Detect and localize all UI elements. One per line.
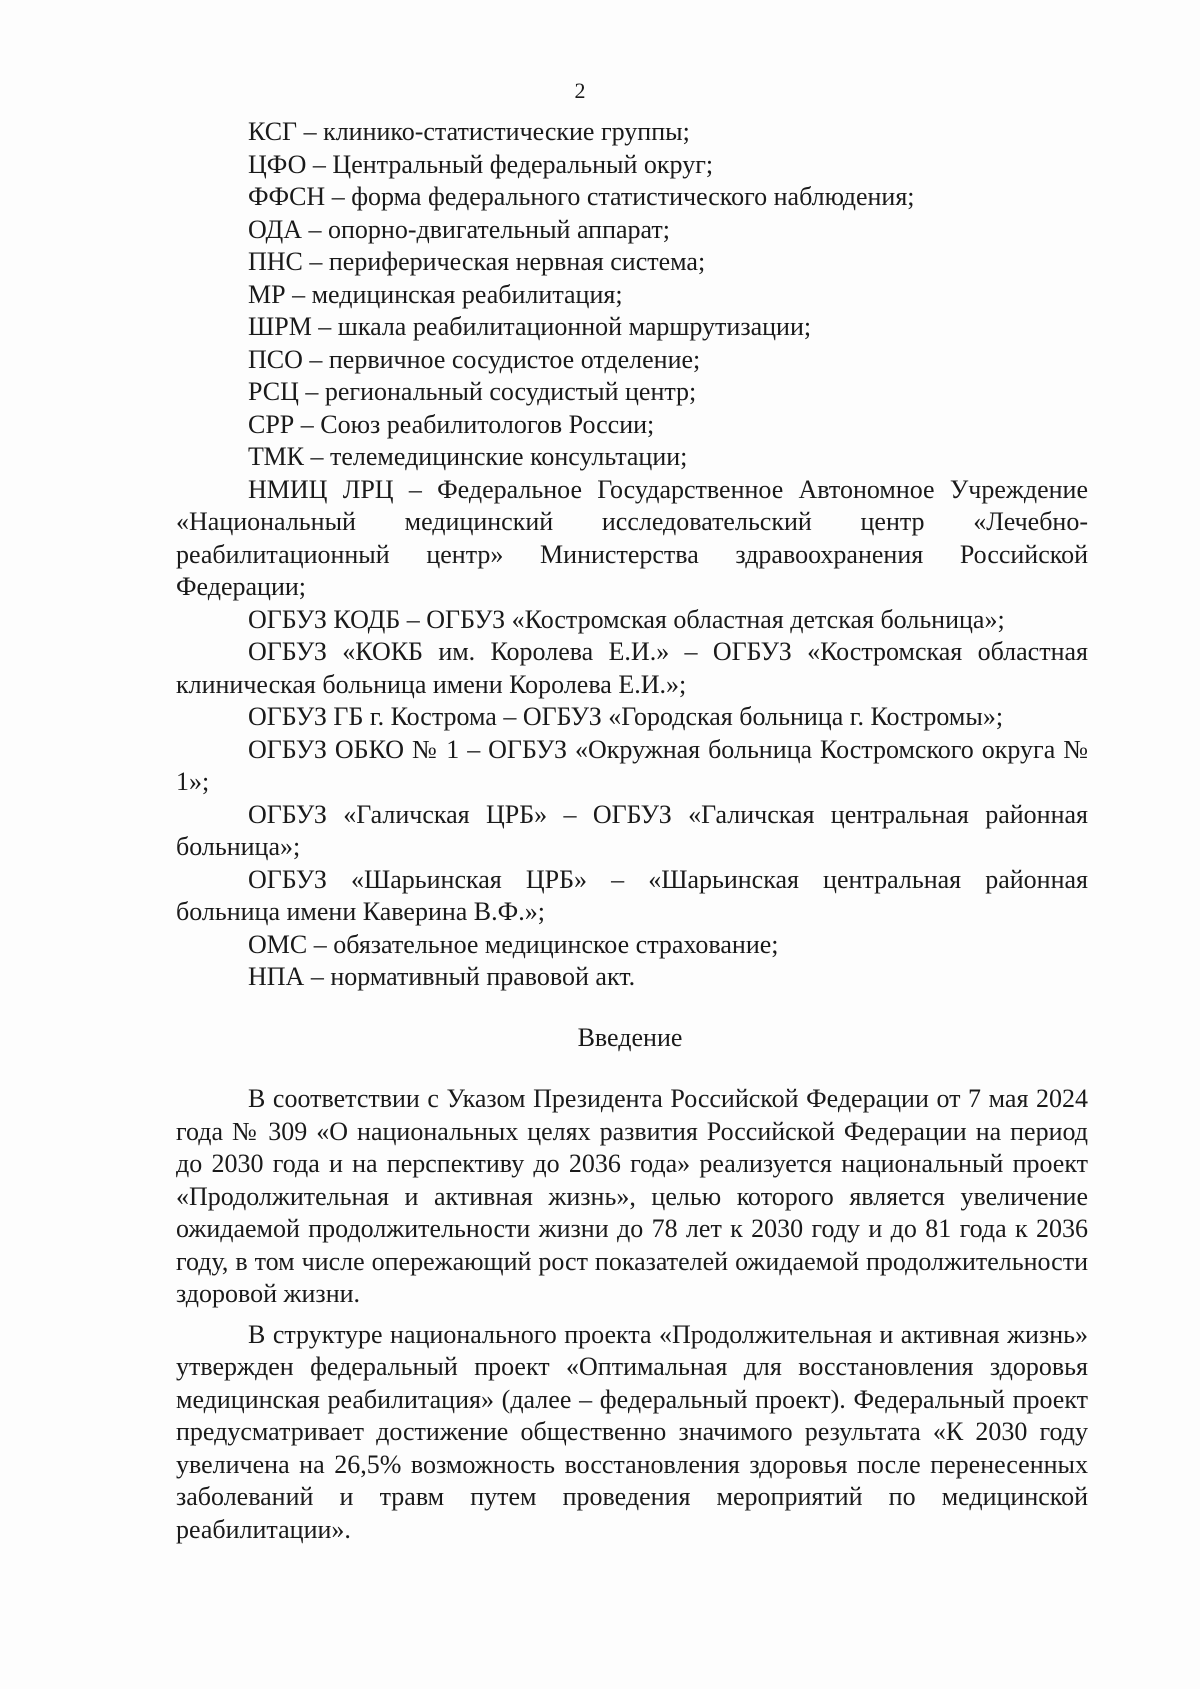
page-number: 2	[574, 78, 586, 103]
abbreviation-item: ФФСН – форма федерального статистического наблюдения;	[248, 182, 915, 211]
abbreviation-item: ОДА – опорно-двигательный аппарат;	[248, 214, 670, 244]
abbreviation-item: ПНС – периферическая нервная система;	[248, 247, 706, 276]
intro-paragraph: В структуре национального проекта «Продолжительная и активная жизнь» утвержден федеральный проект «Оптимальная для восстановления здоровья медицинская реабилитация» (далее – федеральный проект). Федеральный проект предусматривает достижение общественно значимого результата «К 2030 году увеличена на 26,5% возможность восстановления здоровья после перенесенных заболеваний и травм путем проведения мероприятий по медицинской реабилитации».	[176, 1319, 1088, 1544]
abbreviation-item: ОГБУЗ «Шарьинская ЦРБ» – «Шарьинская центральная районная больница имени Каверина В.Ф.»;	[176, 864, 1088, 926]
abbreviation-item: ПСО – первичное сосудистое отделение;	[248, 344, 701, 374]
intro-paragraph: В соответствии с Указом Президента Российской Федерации от 7 мая 2024 года № 309 «О национальных целях развития Российской Федерации на период до 2030 года и на перспективу до 2036 года» реализуется национальный проект «Продолжительная и активная жизнь», целью которого является увеличение ожидаемой продолжительности жизни до 78 лет к 2030 году и до 81 года к 2036 году, в том числе опережающий рост показателей ожидаемой продолжительности здоровой жизни.	[176, 1084, 1088, 1308]
abbreviation-item: ОГБУЗ «Галичская ЦРБ» – ОГБУЗ «Галичская центральная районная больница»;	[176, 799, 1088, 861]
abbreviation-item: ОГБУЗ «КОКБ им. Королева Е.И.» – ОГБУЗ «Костромская областная клиническая больница имени Королева Е.И.»;	[176, 637, 1088, 699]
intro-section	[176, 1083, 1088, 1554]
abbreviation-item: ОГБУЗ КОДБ – ОГБУЗ «Костромская областная детская больница»;	[248, 604, 1005, 634]
abbreviation-item: ОГБУЗ ГБ г. Кострома – ОГБУЗ «Городская больница г. Костромы»;	[248, 702, 1004, 731]
abbreviation-item: ЦФО – Центральный федеральный округ;	[248, 149, 714, 179]
abbreviation-item: ОМС – обязательное медицинское страхование;	[248, 929, 779, 959]
abbreviation-item: МР – медицинская реабилитация;	[248, 279, 623, 309]
abbreviation-item: ОГБУЗ ОБКО № 1 – ОГБУЗ «Окружная больница Костромского округа № 1»;	[176, 734, 1088, 796]
abbreviation-item: ШРМ – шкала реабилитационной маршрутизации;	[248, 312, 812, 341]
abbreviation-item: ТМК – телемедицинские консультации;	[248, 442, 688, 471]
abbreviation-item: НМИЦ ЛРЦ – Федеральное Государственное Автономное Учреждение «Национальный медицинский исследовательский центр «Лечебно-реабилитационный центр» Министерства здравоохранения Российской Федерации;	[176, 474, 1088, 601]
abbreviation-item: РСЦ – региональный сосудистый центр;	[248, 377, 697, 406]
section-title: Введение	[577, 1023, 683, 1052]
abbreviation-item: СРР – Союз реабилитологов России;	[248, 409, 655, 439]
abbreviation-item: КСГ – клинико-статистические группы;	[248, 117, 690, 146]
abbreviations-list	[176, 116, 1088, 994]
abbreviation-item: НПА – нормативный правовой акт.	[248, 962, 636, 991]
